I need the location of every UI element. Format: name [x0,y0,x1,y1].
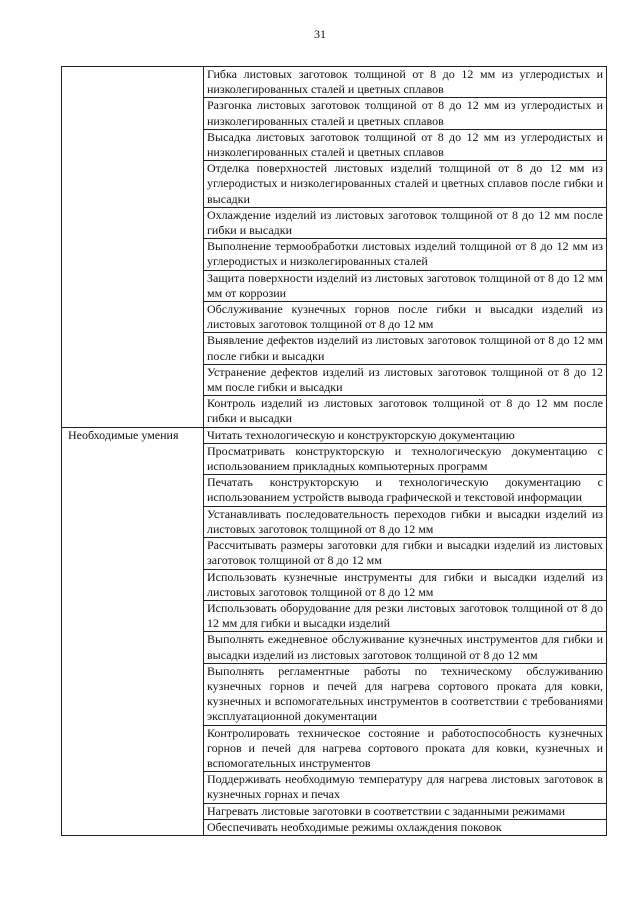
competency-table [61,66,607,836]
list-item: Защита поверхности изделий из листовых заготовок толщиной от 8 до 12 мм мм от коррозии [204,270,607,301]
list-item: Контроль изделий из листовых заготовок толщиной от 8 до 12 мм после гибки и высадки [204,396,607,427]
table-row [62,67,607,98]
list-item: Выполнять регламентные работы по техническому обслуживанию кузнечных горнов и печей для нагрева сортового проката для ковки, кузнечных и вспомогательных инструментов в соответствии с требованиями эксплуатационной документации [204,663,607,725]
list-item: Охлаждение изделий из листовых заготовок толщиной от 8 до 12 мм после гибки и высадки [204,207,607,238]
list-item: Выполнение термообработки листовых изделий толщиной от 8 до 12 мм из углеродистых и низколегированных сталей [204,239,607,270]
list-item: Устранение дефектов изделий из листовых заготовок толщиной от 8 до 12 мм после гибки и высадки [204,364,607,395]
list-item: Контролировать техническое состояние и работоспособность кузнечных горнов и печей для нагрева сортового проката для ковки, кузнечных и вспомогательных инструментов [204,725,607,772]
list-item: Устанавливать последовательность переходов гибки и высадки изделий из листовых заготовок толщиной от 8 до 12 мм [204,506,607,537]
competency-table-body [62,67,607,836]
page-number: 31 [314,27,326,41]
list-item: Поддерживать необходимую температуру для нагрева листовых заготовок в кузнечных горнах и печах [204,772,607,803]
list-item: Обеспечивать необходимые режимы охлаждения поковок [204,819,607,835]
list-item: Использовать оборудование для резки листовых заготовок толщиной от 8 до 12 мм для гибки и высадки изделий [204,600,607,631]
list-item: Читать технологическую и конструкторскую документацию [204,427,607,443]
list-item: Гибка листовых заготовок толщиной от 8 до 12 мм из углеродистых и низколегированных сталей и цветных сплавов [204,67,607,98]
list-item: Нагревать листовые заготовки в соответствии с заданными режимами [204,803,607,819]
list-item: Высадка листовых заготовок толщиной от 8 до 12 мм из углеродистых и низколегированных сталей и цветных сплавов [204,129,607,160]
row-group-label [62,67,204,428]
list-item: Обслуживание кузнечных горнов после гибки и высадки изделий из листовых заготовок толщиной от 8 до 12 мм [204,302,607,333]
list-item: Выявление дефектов изделий из листовых заготовок толщиной от 8 до 12 мм после гибки и высадки [204,333,607,364]
list-item: Разгонка листовых заготовок толщиной от 8 до 12 мм из углеродистых и низколегированных сталей и цветных сплавов [204,98,607,129]
list-item: Печатать конструкторскую и технологическую документацию с использованием устройств вывода графической и текстовой информации [204,475,607,506]
list-item: Просматривать конструкторскую и технологическую документацию с использованием прикладных компьютерных программ [204,443,607,474]
list-item: Отделка поверхностей листовых изделий толщиной от 8 до 12 мм из углеродистых и низколегированных сталей и цветных сплавов после гибки и высадки [204,161,607,208]
row-group-label: Необходимые умения [62,427,204,835]
table-row [62,427,607,443]
list-item: Использовать кузнечные инструменты для гибки и высадки изделий из листовых заготовок толщиной от 8 до 12 мм [204,569,607,600]
list-item: Выполнять ежедневное обслуживание кузнечных инструментов для гибки и высадки изделий из листовых заготовок толщиной от 8 до 12 мм [204,632,607,663]
list-item: Рассчитывать размеры заготовки для гибки и высадки изделий из листовых заготовок толщиной от 8 до 12 мм [204,538,607,569]
